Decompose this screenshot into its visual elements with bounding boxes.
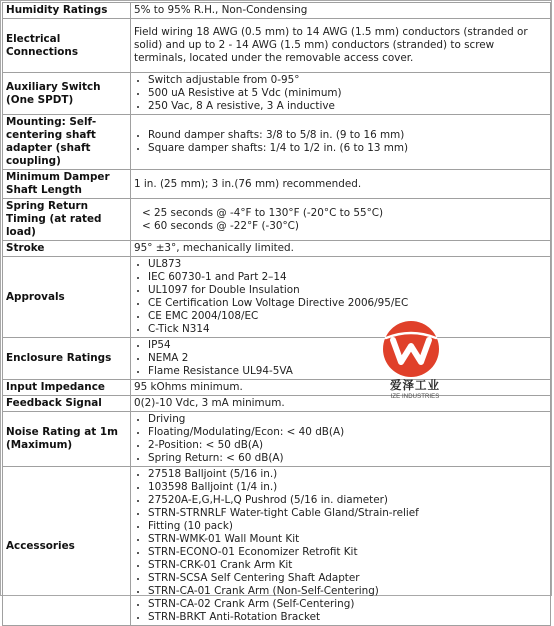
spec-row	[3, 199, 551, 241]
spec-value-item: • Driving	[148, 413, 547, 426]
spec-row	[3, 170, 551, 199]
spec-value-item: • 27518 Balljoint (5/16 in.)	[148, 468, 547, 481]
spec-value-item: • IP54	[148, 339, 547, 352]
spec-row	[3, 19, 551, 73]
spec-row	[3, 73, 551, 115]
spec-row	[3, 412, 551, 467]
ize-logo-icon	[380, 318, 442, 380]
spec-value-item: • STRN-CRK-01 Crank Arm Kit	[148, 559, 547, 572]
spec-value-item: • CE EMC 2004/108/EC	[148, 310, 547, 323]
spec-value-item: • UL1097 for Double Insulation	[148, 284, 547, 297]
spec-value-item: • STRN-CA-02 Crank Arm (Self-Centering)	[148, 598, 547, 611]
logo-chinese-text: 爱泽工业	[390, 378, 440, 392]
spec-value-list	[134, 413, 547, 465]
spec-value	[131, 257, 551, 338]
spec-value-item: • Square damper shafts: 1/4 to 1/2 in. (6 to 13 mm)	[148, 142, 547, 155]
spec-value: 95 kOhms minimum.	[131, 380, 551, 396]
spec-value: 95° ±3°, mechanically limited.	[131, 241, 551, 257]
spec-label: Enclosure Ratings	[3, 338, 131, 380]
spec-value-item: • C-Tick N314	[148, 323, 547, 336]
specifications-body	[3, 3, 551, 626]
spec-value	[131, 412, 551, 467]
spec-value-item: • STRN-ECONO-01 Economizer Retrofit Kit	[148, 546, 547, 559]
spec-value-item: • CE Certification Low Voltage Directive 2006/95/EC	[148, 297, 547, 310]
spec-value: 0(2)-10 Vdc, 3 mA minimum.	[131, 396, 551, 412]
spec-value-item: • STRN-BRKT Anti-Rotation Bracket	[148, 611, 547, 624]
specifications-table	[2, 2, 551, 626]
spec-row	[3, 241, 551, 257]
spec-value-list	[134, 339, 547, 378]
spec-label: Accessories	[3, 467, 131, 626]
spec-value-list	[134, 129, 547, 155]
spec-label: Electrical Connections	[3, 19, 131, 73]
spec-value	[131, 199, 551, 241]
spec-value-item: • Round damper shafts: 3/8 to 5/8 in. (9 to 16 mm)	[148, 129, 547, 142]
spec-value-item: • STRN-STRNRLF Water-tight Cable Gland/Strain-relief	[148, 507, 547, 520]
spec-value-item: • STRN-CA-01 Crank Arm (Non-Self-Centering)	[148, 585, 547, 598]
spec-label: Auxiliary Switch (One SPDT)	[3, 73, 131, 115]
spec-label: Stroke	[3, 241, 131, 257]
spec-value-item: • Fitting (10 pack)	[148, 520, 547, 533]
spec-value-list	[134, 468, 547, 624]
spec-value-list	[134, 74, 547, 113]
spec-label: Mounting: Self-centering shaft adapter (shaft coupling)	[3, 115, 131, 170]
spec-value-item: • Floating/Modulating/Econ: < 40 dB(A)	[148, 426, 547, 439]
spec-label: Humidity Ratings	[3, 3, 131, 19]
spec-value-item: • NEMA 2	[148, 352, 547, 365]
spec-label: Approvals	[3, 257, 131, 338]
spec-label: Minimum Damper Shaft Length	[3, 170, 131, 199]
spec-row	[3, 257, 551, 338]
logo-english-text: IZE INDUSTRIES	[390, 394, 440, 400]
spec-label: Feedback Signal	[3, 396, 131, 412]
spec-value: Field wiring 18 AWG (0.5 mm) to 14 AWG (1.5 mm) conductors (stranded or solid) and up to 2 - 14 AWG (1.5 mm) conductors (stranded) to screw terminals, located under the removable access cover.	[131, 19, 551, 73]
spec-value-item: • Spring Return: < 60 dB(A)	[148, 452, 547, 465]
spec-value-item: • Switch adjustable from 0-95°	[148, 74, 547, 87]
spec-row	[3, 115, 551, 170]
spec-value-item: • 103598 Balljoint (1/4 in.)	[148, 481, 547, 494]
spec-value-item: • 2-Position: < 50 dB(A)	[148, 439, 547, 452]
spec-value-item: • IEC 60730-1 and Part 2–14	[148, 271, 547, 284]
spec-value-item: • 250 Vac, 8 A resistive, 3 A inductive	[148, 100, 547, 113]
spec-row	[3, 396, 551, 412]
spec-value-line: < 60 seconds @ -22°F (-30°C)	[142, 219, 299, 232]
spec-value-item: • 500 uA Resistive at 5 Vdc (minimum)	[148, 87, 547, 100]
spec-value-item: • Flame Resistance UL94-5VA	[148, 365, 547, 378]
spec-value-item: • STRN-SCSA Self Centering Shaft Adapter	[148, 572, 547, 585]
spec-value-item: • STRN-WMK-01 Wall Mount Kit	[148, 533, 547, 546]
spec-value	[131, 73, 551, 115]
spec-value-line: < 25 seconds @ -4°F to 130°F (-20°C to 55°C)	[142, 206, 384, 219]
spec-label: Noise Rating at 1m (Maximum)	[3, 412, 131, 467]
spec-value	[131, 467, 551, 626]
spec-value-item: • UL873	[148, 258, 547, 271]
spec-row	[3, 3, 551, 19]
spec-label: Input Impedance	[3, 380, 131, 396]
spec-value-list	[134, 258, 547, 336]
spec-row	[3, 467, 551, 626]
spec-row	[3, 338, 551, 380]
spec-label: Spring Return Timing (at rated load)	[3, 199, 131, 241]
spec-value-item: • 27520A-E,G,H-L,Q Pushrod (5/16 in. diameter)	[148, 494, 547, 507]
spec-value: 1 in. (25 mm); 3 in.(76 mm) recommended.	[131, 170, 551, 199]
spec-value	[131, 115, 551, 170]
spec-value	[131, 338, 551, 380]
spec-value: 5% to 95% R.H., Non-Condensing	[131, 3, 551, 19]
spec-row	[3, 380, 551, 396]
